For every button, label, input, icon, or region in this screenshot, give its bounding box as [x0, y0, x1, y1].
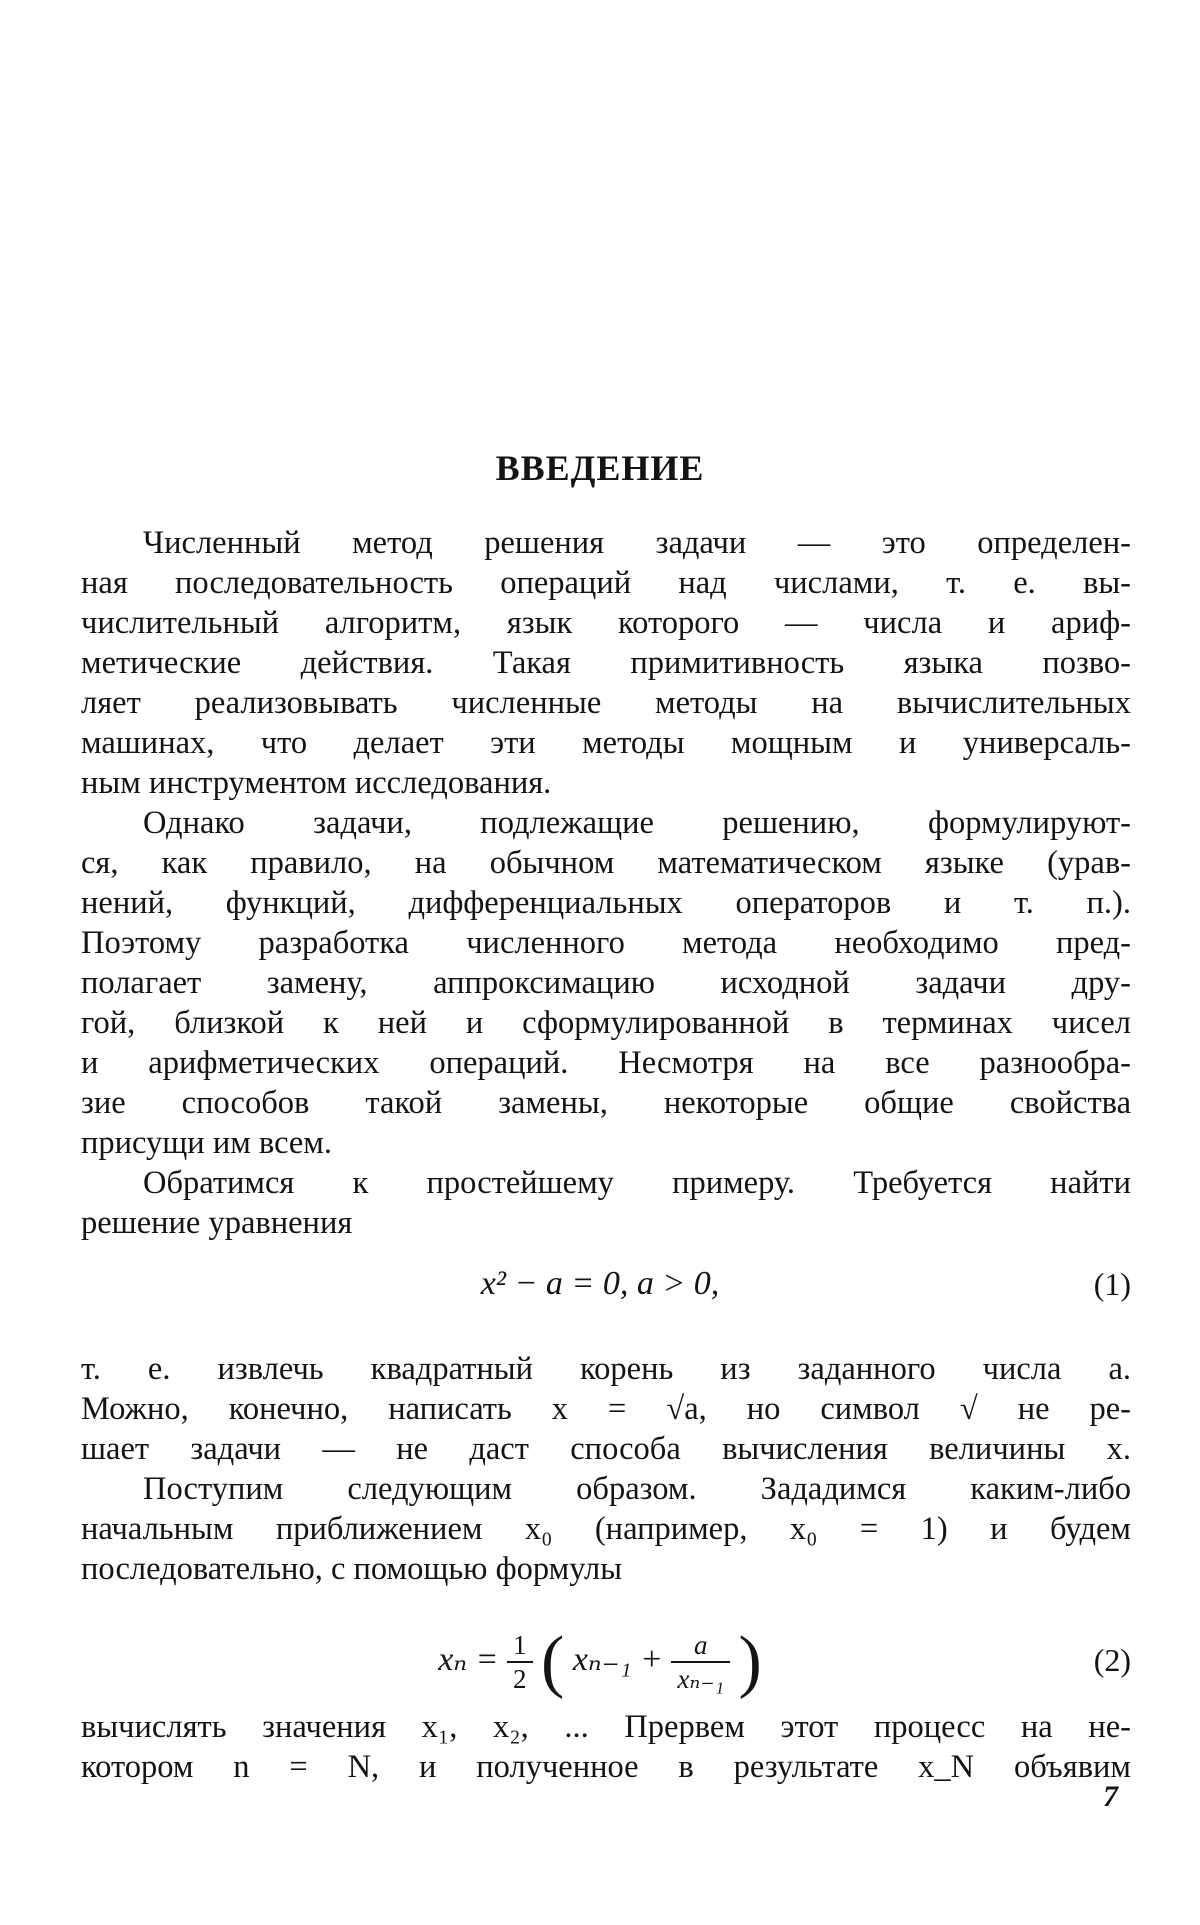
text-line: машинах, что делает эти методы мощным и универсаль-: [81, 725, 1131, 761]
equation-2-lhs: xₙ =: [438, 1641, 499, 1678]
text-line: шает задачи — не даст способа вычисления величины x.: [81, 1431, 1131, 1467]
equation-2-number: (2): [1093, 1642, 1131, 1678]
text-line: Обратимся к простейшему примеру. Требуется найти: [143, 1165, 1131, 1201]
text-line: т. е. извлечь квадратный корень из заданного числа a.: [81, 1351, 1131, 1387]
fraction-denominator: 2: [513, 1664, 527, 1695]
text-line: котором n = N, и полученное в результате x_N объявим: [81, 1749, 1131, 1785]
text-line: числительный алгоритм, язык которого — числа и ариф-: [81, 605, 1131, 641]
text-line: Численный метод решения задачи — это определен-: [143, 525, 1131, 561]
text-line: вычислять значения x₁, x₂, ... Прервем этот процесс на не-: [81, 1709, 1131, 1745]
text-line: ляет реализовывать численные методы на вычислительных: [81, 685, 1131, 721]
fraction-denominator: xₙ₋₁: [677, 1664, 724, 1695]
text-line: Поступим следующим образом. Зададимся каким-либо: [143, 1471, 1131, 1507]
text-line: Однако задачи, подлежащие решению, формулируют-: [143, 805, 1131, 841]
text-line: последовательно, с помощью формулы: [81, 1551, 623, 1587]
chapter-title: ВВЕДЕНИЕ: [495, 448, 705, 488]
text-line: ная последовательность операций над числами, т. е. вы-: [81, 565, 1131, 601]
text-line: ся, как правило, на обычном математическом языке (урав-: [81, 845, 1131, 881]
text-line: присущи им всем.: [81, 1125, 333, 1161]
fraction-a-over-x: [671, 1629, 730, 1695]
text-line: метические действия. Такая примитивность языка позво-: [81, 645, 1131, 681]
text-line: нений, функций, дифференциальных операторов и т. п.).: [81, 885, 1131, 921]
left-parenthesis: (: [541, 1623, 565, 1701]
text-line: Поэтому разработка численного метода необходимо пред-: [81, 925, 1131, 961]
fraction-numerator: a: [671, 1629, 730, 1663]
text-line: начальным приближением x₀ (например, x₀ = 1) и будем: [81, 1511, 1131, 1547]
text-line: Можно, конечно, написать x = √a, но символ √ не ре-: [81, 1391, 1131, 1427]
text-line: и арифметических операций. Несмотря на все разнообра-: [81, 1045, 1131, 1081]
equation-1: x² − a = 0, a > 0,: [480, 1265, 720, 1302]
page-number: 7: [1103, 1780, 1118, 1813]
fraction-numerator: 1: [507, 1629, 533, 1663]
text-line: гой, близкой к ней и сформулированной в терминах чисел: [81, 1005, 1131, 1041]
text-line: зие способов такой замены, некоторые общие свойства: [81, 1085, 1131, 1121]
equation-1-number: (1): [1093, 1266, 1131, 1302]
right-parenthesis: ): [738, 1623, 762, 1701]
equation-2-term: xₙ₋₁ +: [572, 1641, 663, 1678]
text-line: ным инструментом исследования.: [81, 765, 552, 801]
text-line: полагает замену, аппроксимацию исходной задачи дру-: [81, 965, 1131, 1001]
equation-2: [0, 1620, 1200, 1700]
fraction-one-half: [507, 1629, 533, 1695]
text-line: решение уравнения: [81, 1205, 353, 1241]
